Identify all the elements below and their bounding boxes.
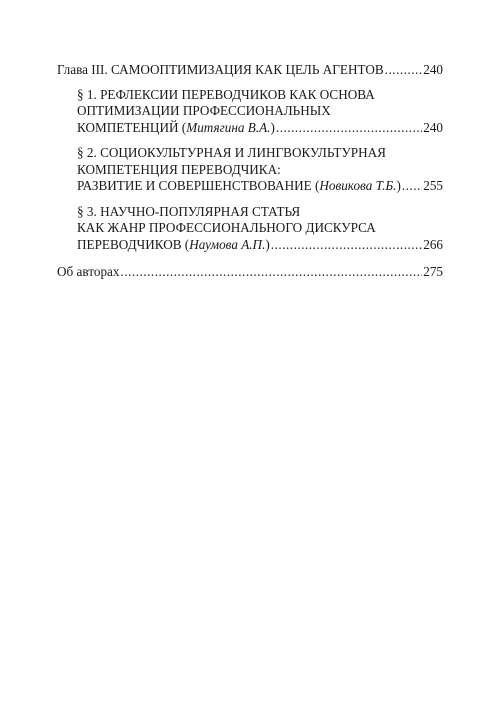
chapter-title: САМООПТИМИЗАЦИЯ КАК ЦЕЛЬ АГЕНТОВ (111, 62, 384, 77)
toc-section-entry-1[interactable] (57, 87, 443, 137)
section-2-line-3: РАЗВИТИЕ И СОВЕРШЕНСТВОВАНИЕ ( (77, 178, 320, 193)
section-3-last-line (77, 237, 443, 254)
section-3-line-3: ПЕРЕВОДЧИКОВ ( (77, 236, 190, 252)
toc-chapter-line (57, 62, 443, 79)
toc-chapter-entry[interactable] (57, 62, 443, 79)
section-2-close-paren: ) (396, 178, 401, 193)
section-2-author: Новикова Т.Б. (319, 178, 397, 193)
section-2-page-number: 255 (423, 178, 443, 193)
toc-section-entry-3[interactable] (57, 204, 443, 254)
leader-dots (402, 178, 422, 195)
toc-authors-entry[interactable] (57, 264, 443, 281)
section-3-author: Наумова А.П. (189, 236, 266, 252)
authors-label: Об авторах (57, 264, 120, 279)
leader-dots (271, 237, 422, 254)
chapter-page-number: 240 (423, 62, 443, 77)
section-2-last-line (77, 178, 443, 195)
section-1-line-1: § 1. РЕФЛЕКСИИ ПЕРЕВОДЧИКОВ КАК ОСНОВА (77, 86, 375, 102)
section-1-line-3: КОМПЕТЕНЦИЙ ( (77, 119, 187, 135)
section-1-line-2: ОПТИМИЗАЦИИ ПРОФЕССИОНАЛЬНЫХ (77, 103, 331, 118)
table-of-contents (57, 62, 443, 281)
toc-chapter-text (57, 62, 384, 79)
section-2-line-1: § 2. СОЦИОКУЛЬТУРНАЯ И ЛИНГВОКУЛЬТУРНАЯ (77, 145, 386, 160)
section-1-author: Митягина В.А. (186, 119, 271, 135)
section-1-page-number: 240 (423, 119, 443, 135)
section-1-close-paren: ) (270, 119, 275, 135)
section-3-line-1: § 3. НАУЧНО-ПОПУЛЯРНАЯ СТАТЬЯ (77, 203, 301, 219)
section-2-line-2: КОМПЕТЕНЦИЯ ПЕРЕВОДЧИКА: (77, 161, 281, 177)
section-1-last-line (77, 120, 443, 137)
authors-line (57, 264, 443, 281)
leader-dots (121, 264, 423, 281)
section-3-line-2: КАК ЖАНР ПРОФЕССИОНАЛЬНОГО ДИСКУРСА (77, 220, 376, 235)
section-3-page-number: 266 (423, 236, 443, 252)
leader-dots (276, 120, 422, 137)
leader-dots (385, 62, 423, 79)
section-3-close-paren: ) (265, 236, 270, 252)
chapter-label: Глава III. (57, 62, 108, 77)
authors-page-number: 275 (423, 264, 443, 279)
toc-section-entry-2[interactable] (57, 145, 443, 195)
